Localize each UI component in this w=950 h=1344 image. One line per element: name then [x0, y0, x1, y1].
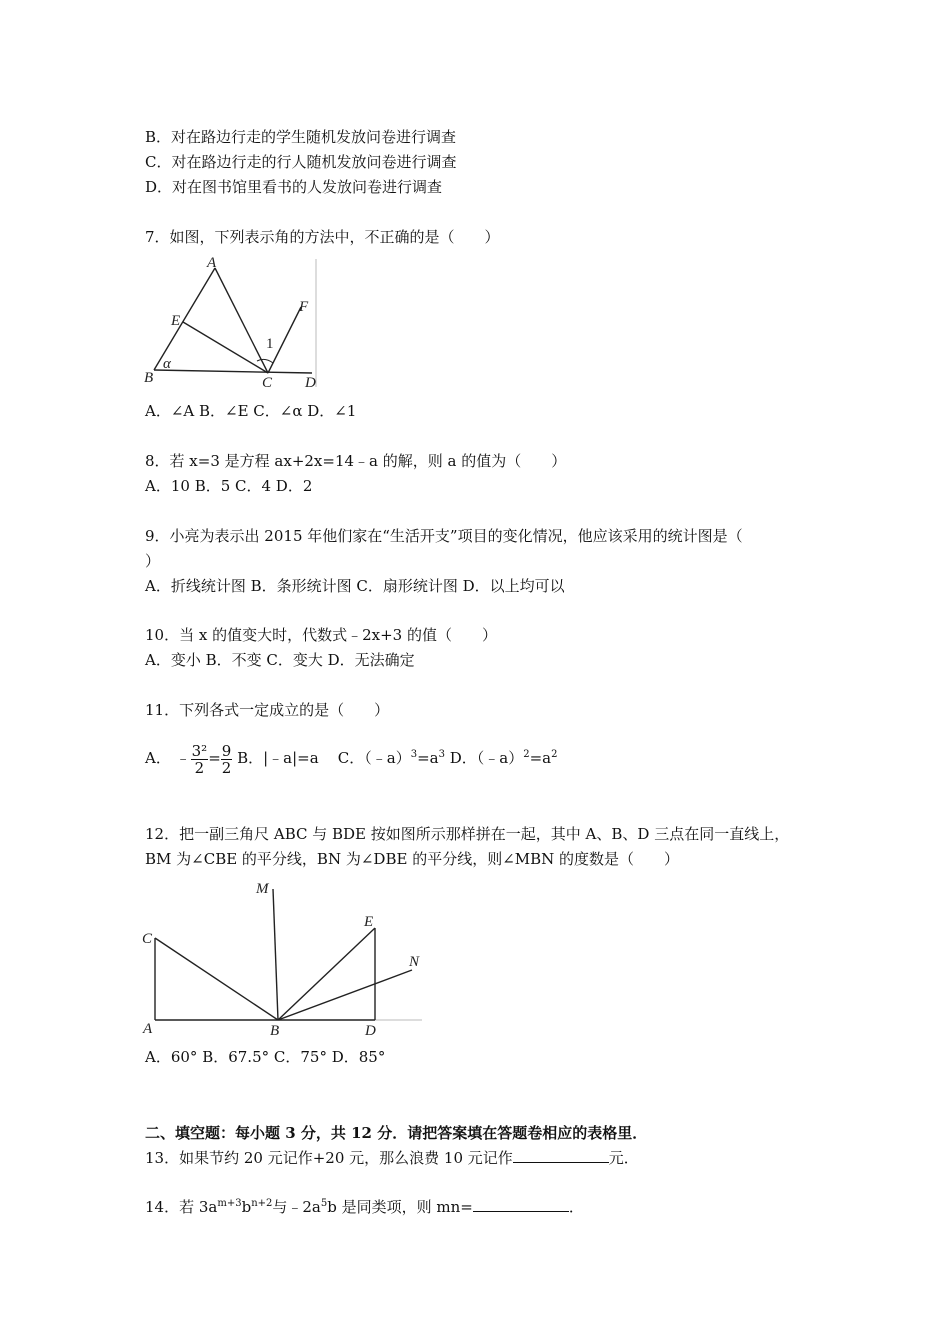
q11-fraction-left — [191, 743, 209, 776]
q7-label-d: D — [305, 375, 316, 391]
q7-label-c: C — [262, 375, 273, 391]
q12-figure — [140, 875, 430, 1040]
section2-heading: 二、填空题：每小题 3 分，共 12 分．请把答案填在答题卷相应的表格里． — [145, 1124, 648, 1142]
q11-option-a-label: A． — [145, 749, 171, 767]
q12-label-c: C — [142, 931, 153, 947]
q12-label-a: A — [143, 1021, 153, 1037]
q12-label-m: M — [256, 881, 269, 897]
q11-option-d-mid: =a — [529, 749, 552, 767]
q11-stem: 11．下列各式一定成立的是（ ） — [145, 701, 390, 719]
q7-figure — [140, 255, 325, 395]
q9-stem-line1: 9．小亮为表示出 2015 年他们家在“生活开支”项目的变化情况，他应该采用的统计图是（ — [145, 527, 743, 545]
q11-option-b: B．|﹣a|=a — [237, 749, 319, 767]
q11-option-d-exp: 2 — [523, 749, 530, 760]
q11-fraction-right — [221, 743, 233, 776]
q8-options: A．10 B．5 C．4 D．2 — [145, 477, 313, 495]
q9-options: A．折线统计图 B．条形统计图 C．扇形统计图 D．以上均可以 — [145, 577, 565, 595]
q14-mid3: b 是同类项，则 mn= — [327, 1198, 473, 1216]
q12-stem-line2: BM 为∠CBE 的平分线，BN 为∠DBE 的平分线，则∠MBN 的度数是（ ） — [145, 850, 680, 868]
q12-options: A．60° B．67.5° C．75° D．85° — [145, 1048, 386, 1066]
q14-mid2: 与﹣2a — [272, 1198, 321, 1216]
q14-pre: 14．若 3a — [145, 1198, 218, 1216]
q11-option-a-minus: ﹣ — [175, 749, 191, 767]
q7-label-e: E — [171, 313, 181, 329]
q11-frac-left-den: 2 — [194, 758, 205, 777]
q14-line — [145, 1197, 584, 1217]
q6-option-d: D．对在图书馆里看书的人发放问卷进行调查 — [145, 178, 443, 196]
q13-answer-blank — [513, 1148, 609, 1163]
q12-label-n: N — [409, 954, 420, 970]
q11-options — [145, 741, 558, 776]
q11-option-a-eq: = — [208, 749, 221, 767]
q7-options: A．∠A B．∠E C．∠α D．∠1 — [145, 402, 357, 420]
q7-label-1: 1 — [266, 336, 274, 352]
q8-stem: 8．若 x=3 是方程 ax+2x=14﹣a 的解，则 a 的值为（ ） — [145, 452, 567, 470]
q14-exp2: n+2 — [251, 1198, 273, 1209]
q11-option-c-exp: 3 — [410, 749, 418, 760]
q7-label-f: F — [299, 299, 309, 315]
q11-option-d-exp2: 2 — [551, 749, 558, 760]
q14-post: ． — [568, 1198, 584, 1216]
q13-pre: 13．如果节约 20 元记作+20 元，那么浪费 10 元记作 — [145, 1149, 513, 1167]
q14-exp3: 5 — [320, 1198, 328, 1209]
q7-stem: 7．如图，下列表示角的方法中，不正确的是（ ） — [145, 228, 500, 246]
q11-frac-right-den: 2 — [221, 758, 232, 777]
q11-option-d-pre: D．（﹣a） — [449, 749, 524, 767]
q12-label-d: D — [365, 1023, 376, 1039]
q11-frac-left-num: 3² — [191, 741, 208, 760]
q10-options: A．变小 B．不变 C．变大 D．无法确定 — [145, 651, 415, 669]
q12-stem-line1: 12．把一副三角尺 ABC 与 BDE 按如图所示那样拼在一起，其中 A、B、D 三点在同一直线上， — [145, 825, 790, 843]
q6-option-b: B．对在路边行走的学生随机发放问卷进行调查 — [145, 128, 457, 146]
q11-option-c-exp2: 3 — [438, 749, 445, 760]
q13-post: 元． — [608, 1149, 639, 1167]
q11-option-c-mid: =a — [417, 749, 439, 767]
q7-label-alpha: α — [163, 356, 171, 372]
q7-label-b: B — [144, 370, 154, 386]
q14-answer-blank — [473, 1197, 569, 1212]
q11-frac-right-num: 9 — [221, 741, 232, 760]
q12-label-b: B — [270, 1023, 280, 1039]
q9-stem-line2: ） — [145, 552, 161, 570]
q13-line — [145, 1148, 639, 1168]
q10-stem: 10．当 x 的值变大时，代数式﹣2x+3 的值（ ） — [145, 626, 497, 644]
q14-mid1: b — [241, 1198, 252, 1216]
q11-option-c-pre: C．（﹣a） — [337, 749, 411, 767]
q7-label-a: A — [207, 255, 217, 271]
q14-exp1: m+3 — [217, 1198, 242, 1209]
q12-label-e: E — [364, 914, 374, 930]
q6-option-c: C．对在路边行走的行人随机发放问卷进行调查 — [145, 153, 457, 171]
